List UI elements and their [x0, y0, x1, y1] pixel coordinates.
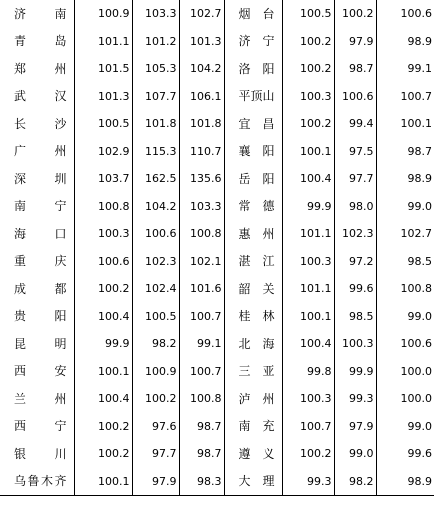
table-row	[0, 193, 434, 221]
left-city-cell: 银川	[0, 440, 74, 468]
table-row	[0, 55, 434, 83]
right-city-cell: 洛阳	[224, 55, 282, 83]
right-index-3-cell: 98.5	[407, 254, 432, 268]
right-index-2-cell: 100.6	[334, 83, 376, 111]
left-index-3-cell: 98.3	[179, 468, 224, 496]
right-index-3-cell: 100.1	[400, 117, 432, 131]
right-city-cell: 遵义	[224, 440, 282, 468]
left-city-cell: 海口	[0, 220, 74, 248]
left-index-3-cell: 101.6	[179, 275, 224, 303]
right-index-3-cell: 99.0	[407, 419, 432, 433]
left-index-3-cell: 103.3	[179, 193, 224, 221]
right-index-2-cell: 99.9	[334, 358, 376, 386]
right-index-3-cell: 100.0	[400, 364, 432, 378]
right-index-3-cell: 99.1	[407, 62, 432, 76]
right-index-3-cell: 100.8	[400, 282, 432, 296]
left-index-3-cell: 135.6	[179, 165, 224, 193]
right-index-1-cell: 100.7	[282, 413, 334, 441]
right-city-cell: 烟台	[224, 0, 282, 28]
right-index-3-cell: 100.0	[400, 392, 432, 406]
left-index-1-cell: 100.2	[74, 275, 132, 303]
left-index-1-cell: 100.1	[74, 358, 132, 386]
right-index-2-cell: 98.0	[334, 193, 376, 221]
right-index-3-cell: 99.0	[407, 199, 432, 213]
left-index-3-cell: 106.1	[179, 83, 224, 111]
left-index-1-cell: 100.6	[74, 248, 132, 276]
left-index-2-cell: 100.2	[132, 385, 179, 413]
right-index-1-cell: 101.1	[282, 275, 334, 303]
right-city-cell: 岳阳	[224, 165, 282, 193]
right-index-1-cell: 99.9	[282, 193, 334, 221]
left-index-2-cell: 97.9	[132, 468, 179, 496]
table-row	[0, 385, 434, 413]
left-index-3-cell: 100.7	[179, 303, 224, 331]
left-index-3-cell: 98.7	[179, 413, 224, 441]
table-row	[0, 138, 434, 166]
right-index-1-cell: 101.1	[282, 220, 334, 248]
left-city-cell: 西安	[0, 358, 74, 386]
right-index-1-cell: 100.3	[282, 385, 334, 413]
right-index-2-cell: 99.6	[334, 275, 376, 303]
left-index-2-cell: 98.2	[132, 330, 179, 358]
left-city-cell: 西宁	[0, 413, 74, 441]
left-city-cell: 青岛	[0, 28, 74, 56]
left-index-1-cell: 101.3	[74, 83, 132, 111]
right-index-2-cell: 97.2	[334, 248, 376, 276]
right-index-3-cell: 99.6	[407, 447, 432, 461]
right-index-3-cell: 98.7	[407, 144, 432, 158]
right-index-1-cell: 100.1	[282, 138, 334, 166]
left-city-cell: 贵阳	[0, 303, 74, 331]
right-city-cell: 宜昌	[224, 110, 282, 138]
right-index-1-cell: 100.5	[282, 0, 334, 28]
left-index-2-cell: 102.4	[132, 275, 179, 303]
right-index-1-cell: 100.3	[282, 248, 334, 276]
left-index-2-cell: 101.8	[132, 110, 179, 138]
left-index-1-cell: 102.9	[74, 138, 132, 166]
table-row	[0, 440, 434, 468]
table-row	[0, 220, 434, 248]
left-index-2-cell: 100.6	[132, 220, 179, 248]
right-index-3-cell: 100.6	[400, 337, 432, 351]
right-index-3-cell: 98.9	[407, 172, 432, 186]
right-index-2-cell: 98.5	[334, 303, 376, 331]
left-index-3-cell: 100.8	[179, 385, 224, 413]
table-row	[0, 303, 434, 331]
left-index-1-cell: 103.7	[74, 165, 132, 193]
left-index-3-cell: 102.1	[179, 248, 224, 276]
right-index-3-cell: 102.7	[400, 227, 432, 241]
right-index-2-cell: 99.4	[334, 110, 376, 138]
left-index-1-cell: 100.3	[74, 220, 132, 248]
table-row	[0, 248, 434, 276]
left-index-1-cell: 101.5	[74, 55, 132, 83]
left-index-1-cell: 99.9	[74, 330, 132, 358]
right-index-2-cell: 100.2	[334, 0, 376, 28]
right-index-2-cell: 97.9	[334, 28, 376, 56]
left-city-cell: 郑州	[0, 55, 74, 83]
left-index-2-cell: 97.6	[132, 413, 179, 441]
right-index-2-cell: 98.2	[334, 468, 376, 496]
left-city-cell: 南宁	[0, 193, 74, 221]
right-index-1-cell: 100.2	[282, 28, 334, 56]
left-index-3-cell: 102.7	[179, 0, 224, 28]
left-index-1-cell: 100.1	[74, 468, 132, 496]
left-city-cell: 深圳	[0, 165, 74, 193]
left-index-3-cell: 99.1	[179, 330, 224, 358]
right-index-2-cell: 97.7	[334, 165, 376, 193]
right-city-cell: 泸州	[224, 385, 282, 413]
left-index-2-cell: 100.5	[132, 303, 179, 331]
right-index-1-cell: 100.3	[282, 83, 334, 111]
table-row	[0, 28, 434, 56]
right-index-1-cell: 99.8	[282, 358, 334, 386]
right-index-1-cell: 100.4	[282, 165, 334, 193]
right-index-2-cell: 99.0	[334, 440, 376, 468]
left-index-2-cell: 102.3	[132, 248, 179, 276]
left-index-1-cell: 100.2	[74, 413, 132, 441]
left-index-1-cell: 100.9	[74, 0, 132, 28]
right-index-2-cell: 102.3	[334, 220, 376, 248]
right-index-3-cell: 99.0	[407, 309, 432, 323]
left-index-3-cell: 101.8	[179, 110, 224, 138]
left-index-3-cell: 98.7	[179, 440, 224, 468]
right-city-cell: 三亚	[224, 358, 282, 386]
left-city-cell: 兰州	[0, 385, 74, 413]
right-index-1-cell: 100.4	[282, 330, 334, 358]
left-index-3-cell: 100.8	[179, 220, 224, 248]
left-index-2-cell: 97.7	[132, 440, 179, 468]
left-index-1-cell: 101.1	[74, 28, 132, 56]
left-index-3-cell: 110.7	[179, 138, 224, 166]
right-city-cell: 平顶山	[224, 83, 282, 111]
table-row	[0, 275, 434, 303]
right-index-3-cell: 100.6	[400, 7, 432, 21]
left-index-2-cell: 107.7	[132, 83, 179, 111]
right-index-1-cell: 99.3	[282, 468, 334, 496]
right-city-cell: 桂林	[224, 303, 282, 331]
left-index-3-cell: 100.7	[179, 358, 224, 386]
right-city-cell: 南充	[224, 413, 282, 441]
left-index-2-cell: 104.2	[132, 193, 179, 221]
right-city-cell: 襄阳	[224, 138, 282, 166]
right-index-2-cell: 100.3	[334, 330, 376, 358]
left-city-cell: 武汉	[0, 83, 74, 111]
left-index-2-cell: 101.2	[132, 28, 179, 56]
left-index-2-cell: 100.9	[132, 358, 179, 386]
table-row	[0, 413, 434, 441]
right-city-cell: 韶关	[224, 275, 282, 303]
left-index-2-cell: 115.3	[132, 138, 179, 166]
right-index-1-cell: 100.1	[282, 303, 334, 331]
left-city-cell: 长沙	[0, 110, 74, 138]
right-index-1-cell: 100.2	[282, 110, 334, 138]
right-index-2-cell: 99.3	[334, 385, 376, 413]
right-index-2-cell: 98.7	[334, 55, 376, 83]
table-row	[0, 468, 434, 496]
left-index-3-cell: 101.3	[179, 28, 224, 56]
left-index-3-cell: 104.2	[179, 55, 224, 83]
right-index-1-cell: 100.2	[282, 55, 334, 83]
right-city-cell: 湛江	[224, 248, 282, 276]
left-index-2-cell: 103.3	[132, 0, 179, 28]
right-index-3-cell: 98.9	[376, 468, 434, 496]
left-city-cell: 广州	[0, 138, 74, 166]
table-row	[0, 110, 434, 138]
table-row	[0, 330, 434, 358]
right-index-2-cell: 97.9	[334, 413, 376, 441]
right-city-cell: 济宁	[224, 28, 282, 56]
right-city-cell: 北海	[224, 330, 282, 358]
table-row	[0, 358, 434, 386]
left-city-cell: 昆明	[0, 330, 74, 358]
left-index-1-cell: 100.8	[74, 193, 132, 221]
right-index-1-cell: 100.2	[282, 440, 334, 468]
left-city-cell: 重庆	[0, 248, 74, 276]
right-index-3-cell: 98.9	[407, 34, 432, 48]
left-index-2-cell: 105.3	[132, 55, 179, 83]
right-city-cell: 常德	[224, 193, 282, 221]
left-index-1-cell: 100.2	[74, 440, 132, 468]
table-row	[0, 83, 434, 111]
left-index-1-cell: 100.4	[74, 385, 132, 413]
left-index-2-cell: 162.5	[132, 165, 179, 193]
left-city-cell: 济南	[0, 0, 74, 28]
left-index-1-cell: 100.4	[74, 303, 132, 331]
left-city-cell: 成都	[0, 275, 74, 303]
table-row	[0, 0, 434, 28]
right-index-2-cell: 97.5	[334, 138, 376, 166]
table-row	[0, 165, 434, 193]
right-city-cell: 惠州	[224, 220, 282, 248]
right-city-cell: 大理	[224, 468, 282, 496]
left-city-cell: 乌鲁木齐	[0, 468, 74, 496]
right-index-3-cell: 100.7	[400, 89, 432, 103]
left-index-1-cell: 100.5	[74, 110, 132, 138]
